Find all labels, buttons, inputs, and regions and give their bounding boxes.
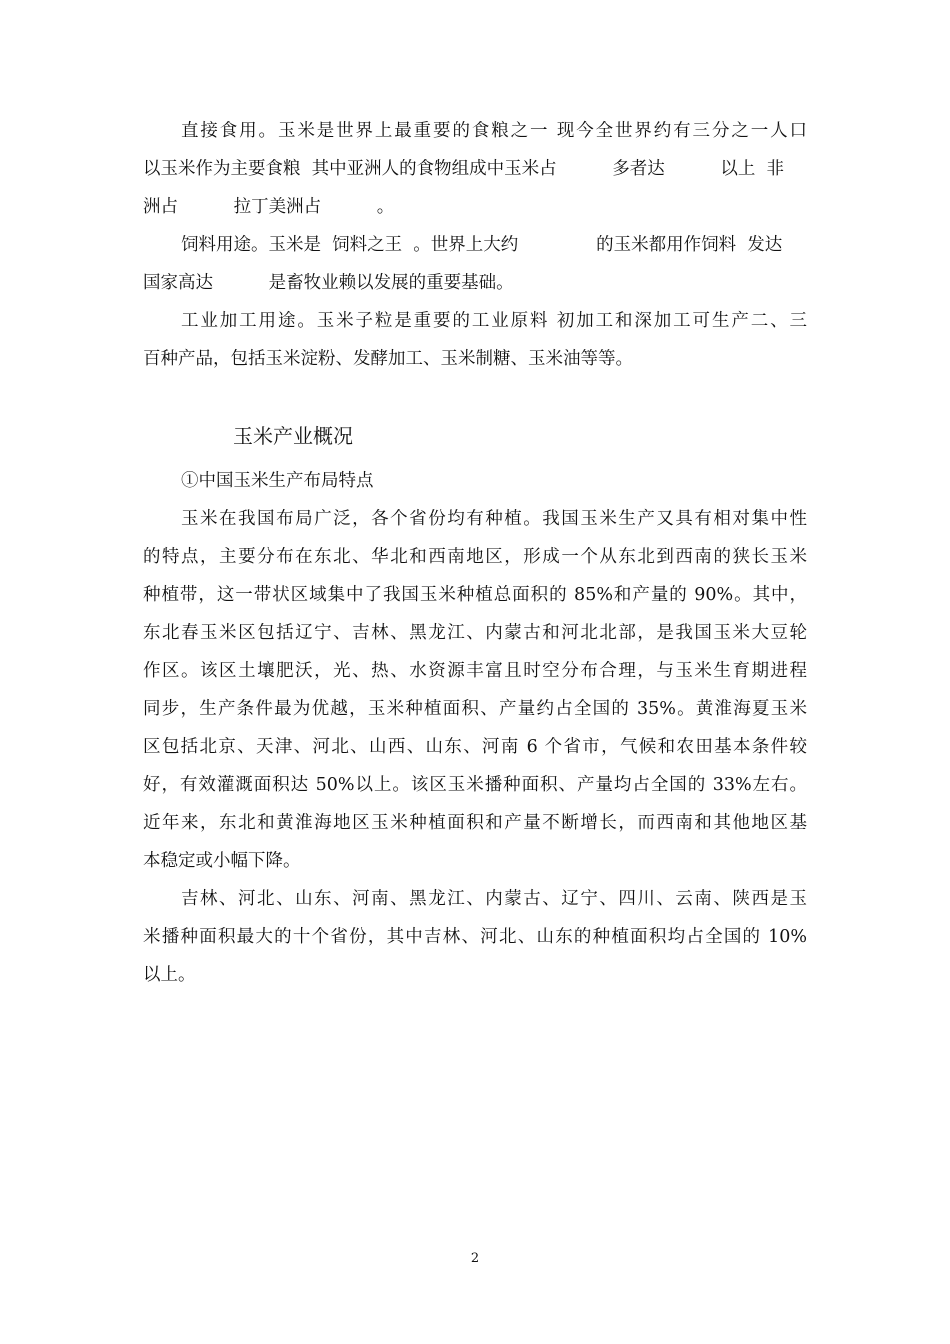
paragraph-4-line-4: 东北春玉米区包括辽宁、吉林、黑龙江、内蒙古和河北北部，是我国玉米大豆轮 [143,623,807,643]
paragraph-1-line-1: 直接食用。玉米是世界上最重要的食粮之一 现今全世界约有三分之一人口 [181,121,807,141]
paragraph-4-line-6: 同步，生产条件最为优越，玉米种植面积、产量约占全国的 35%。黄淮海夏玉米 [143,699,807,719]
paragraph-5-line-2: 米播种面积最大的十个省份，其中吉林、河北、山东的种植面积均占全国的 10% [143,927,807,947]
paragraph-4-line-1: 玉米在我国布局广泛，各个省份均有种植。我国玉米生产又具有相对集中性 [181,509,807,529]
paragraph-4-line-9: 近年来，东北和黄淮海地区玉米种植面积和产量不断增长，而西南和其他地区基 [143,813,807,833]
paragraph-3-line-1: 工业加工用途。玉米子粒是重要的工业原料 初加工和深加工可生产二、三 [181,311,807,331]
paragraph-4-line-10: 本稳定或小幅下降。 [143,851,301,871]
paragraph-2-line-2: 国家高达 是畜牧业赖以发展的重要基础。 [143,273,514,293]
paragraph-4-line-5: 作区。该区土壤肥沃，光、热、水资源丰富且时空分布合理，与玉米生育期进程 [143,661,807,681]
paragraph-2-line-1: 饲料用途。玉米是 饲料之王 。世界上大约 的玉米都用作饲料 发达 [181,235,783,255]
section-heading: 玉米产业概况 [233,424,353,448]
page-number: 2 [470,1251,480,1266]
paragraph-1-line-3: 洲占 拉丁美洲占 。 [143,197,395,217]
paragraph-4-line-7: 区包括北京、天津、河北、山西、山东、河南 6 个省市，气候和农田基本条件较 [143,737,807,757]
paragraph-4-line-8: 好，有效灌溉面积达 50%以上。该区玉米播种面积、产量均占全国的 33%左右。 [143,775,807,795]
paragraph-5-line-3: 以上。 [143,965,196,985]
paragraph-5-line-1: 吉林、河北、山东、河南、黑龙江、内蒙古、辽宁、四川、云南、陕西是玉 [181,889,807,909]
paragraph-1-line-2: 以玉米作为主要食粮 其中亚洲人的食物组成中玉米占 多者达 以上 非 [143,159,785,179]
paragraph-3-line-2: 百种产品，包括玉米淀粉、发酵加工、玉米制糖、玉米油等等。 [143,349,633,369]
paragraph-4-line-3: 种植带，这一带状区域集中了我国玉米种植总面积的 85%和产量的 90%。其中， [143,585,807,605]
paragraph-4-line-2: 的特点，主要分布在东北、华北和西南地区，形成一个从东北到西南的狭长玉米 [143,547,807,567]
subsection-heading: ①中国玉米生产布局特点 [181,471,374,491]
